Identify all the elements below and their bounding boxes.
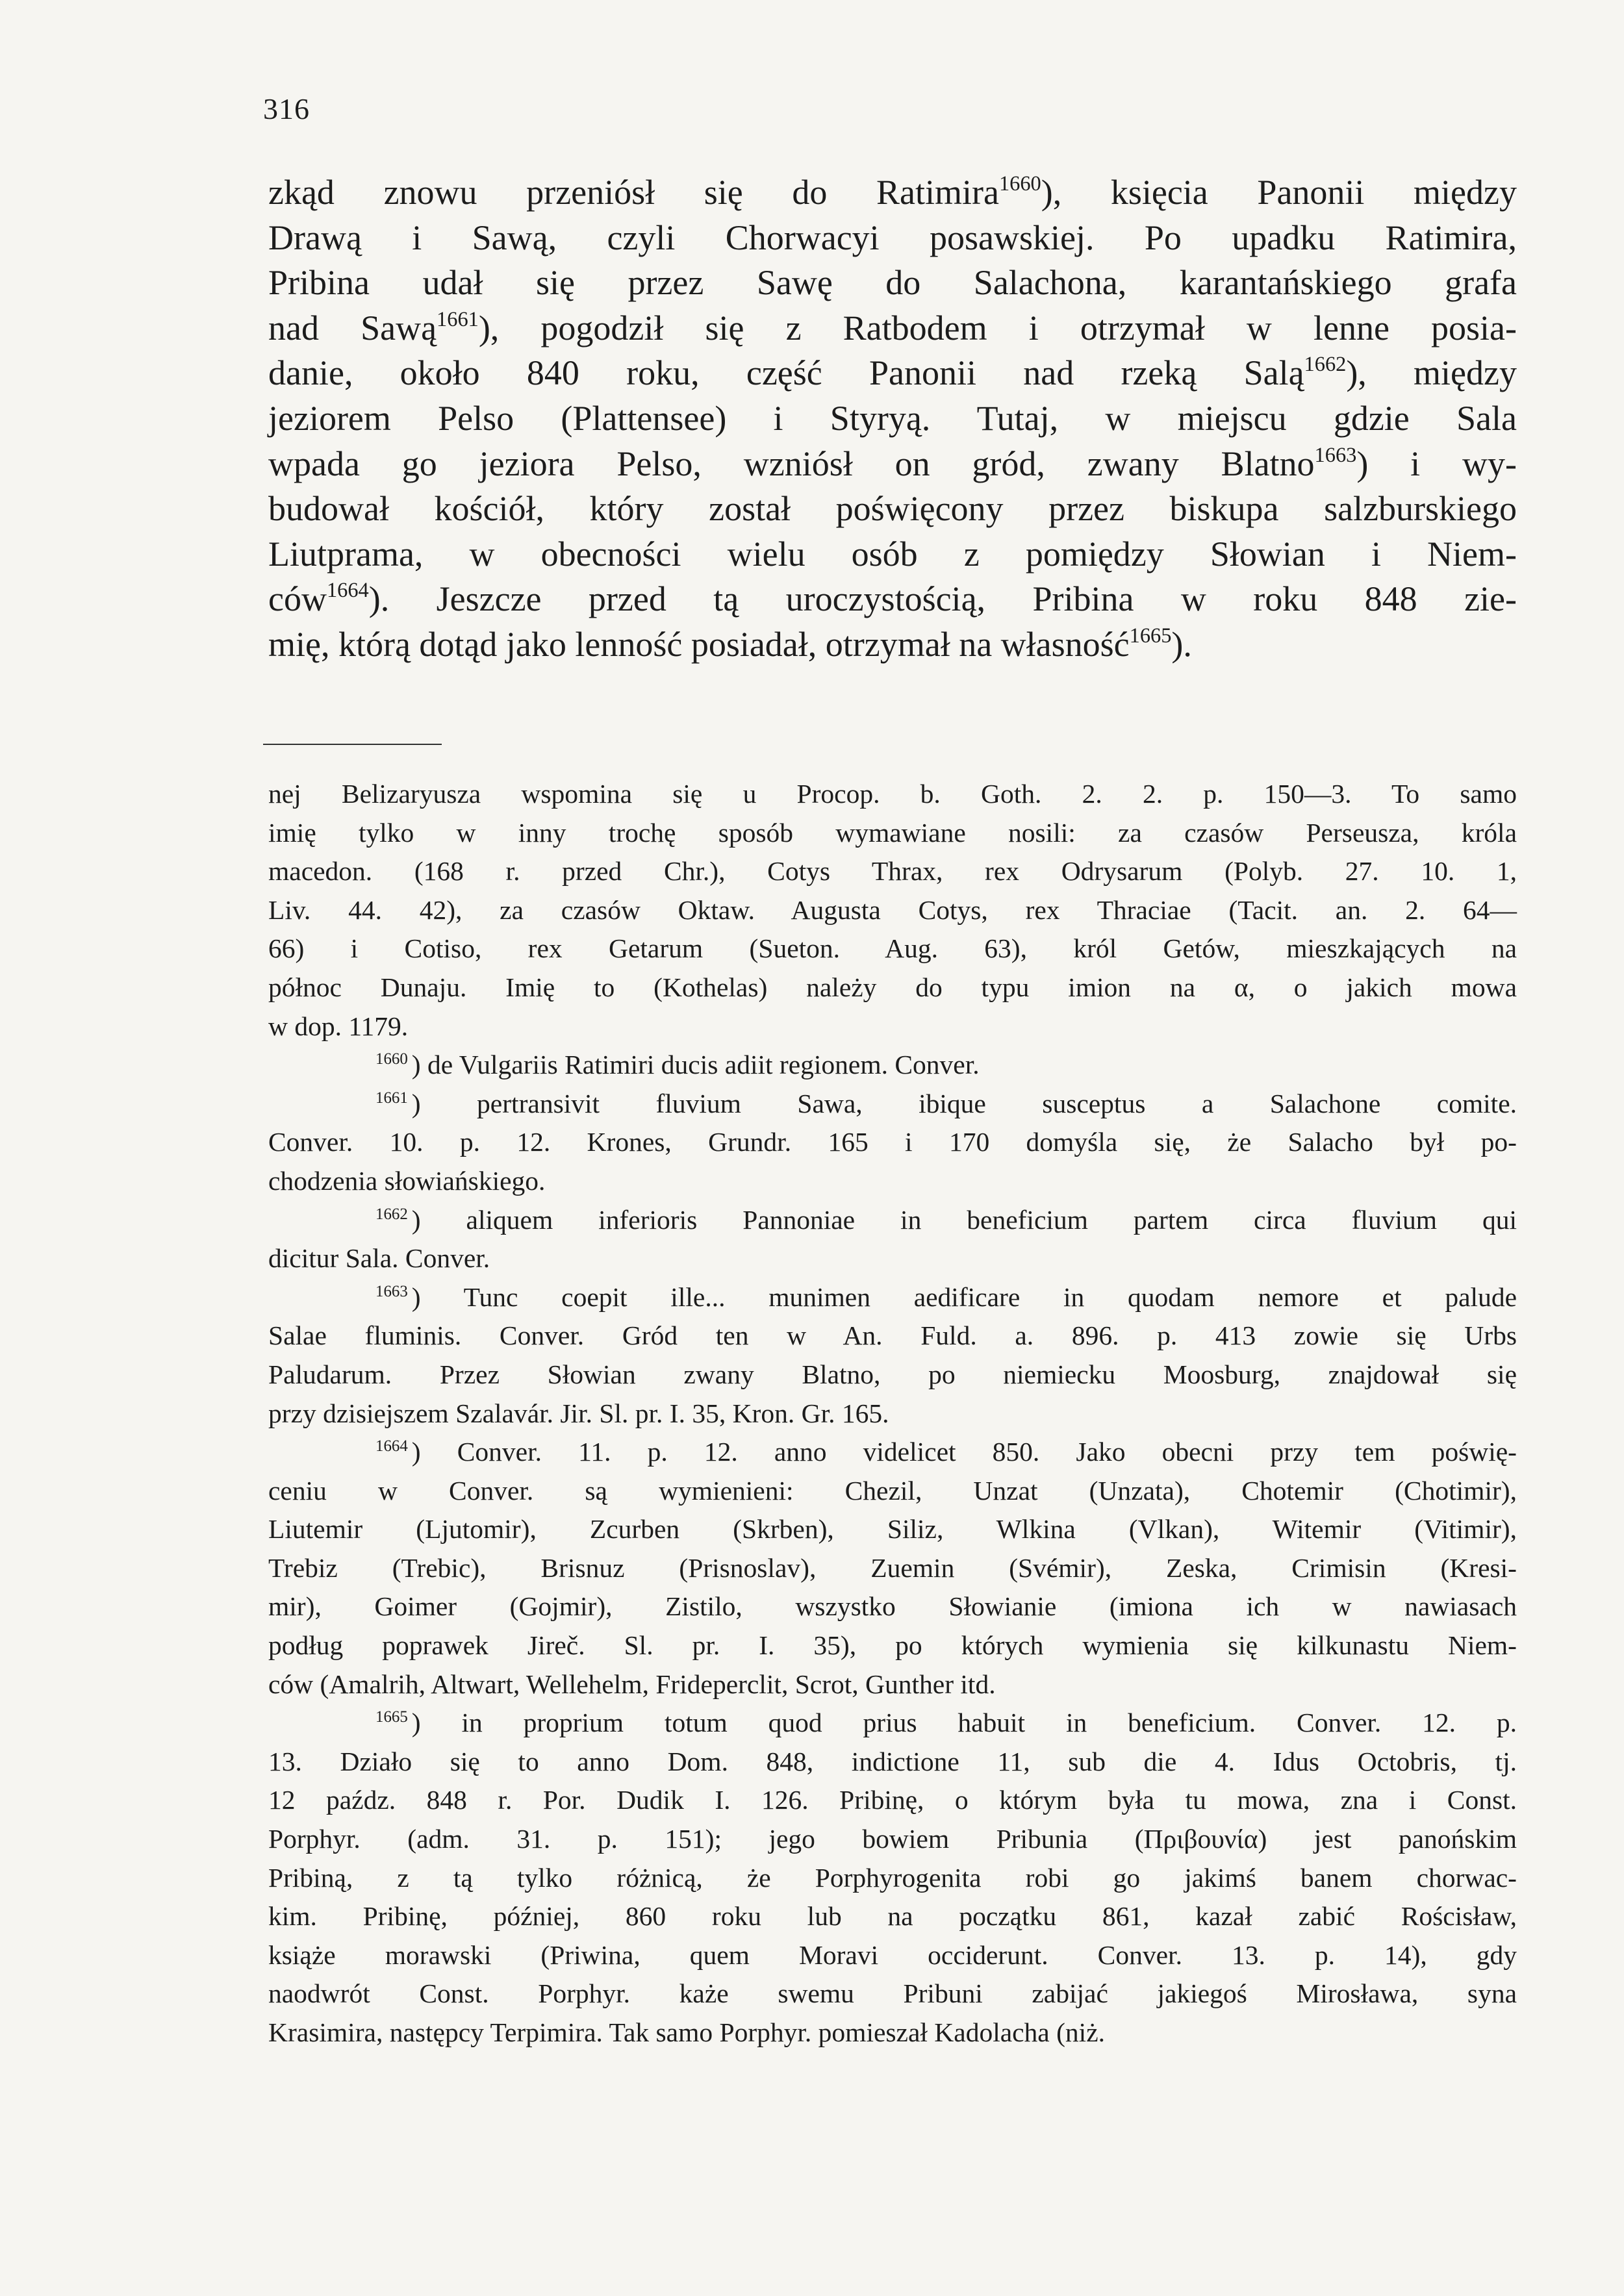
main-text-line [268,260,1517,306]
footnote [268,1704,1517,2052]
footnote-line [268,814,1517,853]
footnotes [268,775,1517,2052]
main-text-segment: Drawą i Sawą, czyli Chorwacyi posawskiej. Po upadku Ratimira, [268,218,1517,257]
footnote-line [268,1549,1517,1588]
footnote-line [268,852,1517,891]
footnote-text: 13. Działo się to anno Dom. 848, indictione 11, sub die 4. Idus Octobris, tj. [268,1746,1517,1776]
footnote-text: Pribiną, z tą tylko różnicą, że Porphyrogenita robi go jakimś banem chorwac- [268,1862,1517,1893]
main-text-line [268,351,1517,396]
footnote-number: 1664 [375,1437,408,1456]
main-text-segment: mię, którą dotąd jako lenność posiadał, otrzymał na własność [268,624,1130,664]
main-text-segment: zkąd znowu przeniósł się do Ratimira [268,173,999,212]
main-text-segment: Liutprama, w obecności wielu osób z pomiędzy Słowian i Niem- [268,534,1517,574]
main-text-line [268,216,1517,261]
main-text-segment: ), pogodził się z Ratbodem i otrzymał w lenne posia- [478,308,1517,347]
main-text-segment: ) i wy- [1356,444,1517,483]
main-text-segment: nad Sawą [268,308,437,347]
footnote-line [268,1859,1517,1898]
footnote-line [268,1317,1517,1356]
footnote-text: Liutemir (Ljutomir), Zcurben (Skrben), Siliz, Wlkina (Vlkan), Witemir (Vitimir), [268,1514,1517,1545]
footnote-text: podług poprawek Jireč. Sl. pr. I. 35), po których wymienia się kilkunastu Niem- [268,1630,1517,1661]
main-text [268,170,1517,668]
footnote-reference: 1660 [998,171,1041,196]
footnote-text: 12 paźdz. 848 r. Por. Dudik I. 126. Pribinę, o którym była tu mowa, zna i Const. [268,1785,1517,1815]
footnote-line [268,891,1517,930]
footnote-line [268,1626,1517,1665]
main-text-line [268,532,1517,577]
footnote [268,1046,1517,1085]
footnote-line [268,1974,1517,2013]
footnote-line [268,929,1517,968]
main-text-line [268,170,1517,216]
footnote-text: ców (Amalrih, Altwart, Wellehelm, Frideperclit, Scrot, Gunther itd. [268,1669,996,1699]
footnote-text: Liv. 44. 42), za czasów Oktaw. Augusta Cotys, rex Thraciae (Tacit. an. 2. 64— [268,894,1517,925]
footnote-number: 1662 [375,1205,408,1223]
footnote-text: Porphyr. (adm. 31. p. 151); jego bowiem Pribunia (Πριβουνία) jest panońskim [268,1824,1517,1854]
footnote-separator [263,744,442,745]
footnote-line [268,2013,1517,2052]
footnote-line [268,775,1517,814]
main-text-line [268,622,1517,668]
footnote-number: 1661 [375,1089,408,1107]
footnote-text: Krasimira, następcy Terpimira. Tak samo Porphyr. pomieszał Kadolacha (niż. [268,2017,1105,2047]
footnote-text: ) de Vulgariis Ratimiri ducis adiit regionem. Conver. [411,1050,980,1080]
footnote-line [268,1704,1517,1743]
main-text-segment: wpada go jeziora Pelso, wzniósł on gród, zwany Blatno [268,444,1315,483]
main-text-segment: budował kościół, który został poświęcony przez biskupa salzburskiego [268,489,1517,529]
footnote-line [268,1897,1517,1936]
footnote-text: w dop. 1179. [268,1011,409,1041]
footnote-line [268,1433,1517,1472]
main-text-segment: jeziorem Pelso (Plattensee) i Styryą. Tutaj, w miejscu gdzie Sala [268,398,1517,438]
main-text-segment: ). [1171,624,1192,664]
footnote-line [268,1820,1517,1859]
footnote-line [268,1665,1517,1704]
footnote-text: Paludarum. Przez Słowian zwany Blatno, po niemiecku Moosburg, znajdował się [268,1359,1517,1389]
footnote-text: 66) i Cotiso, rex Getarum (Sueton. Aug. 63), król Getów, mieszkających na [268,933,1517,964]
footnote-text: Conver. 10. p. 12. Krones, Grundr. 165 i 170 domyśla się, że Salacho był po- [268,1127,1517,1157]
main-text-segment: ). Jeszcze przed tą uroczystością, Pribina w roku 848 zie- [368,579,1517,619]
footnote-reference: 1662 [1304,353,1347,377]
footnote-text: ) Conver. 11. p. 12. anno videlicet 850. Jako obecni przy tem poświę- [411,1437,1517,1467]
main-text-segment: ), księcia Panonii między [1041,173,1517,212]
footnote-text: ) pertransivit fluvium Sawa, ibique susceptus a Salachone comite. [411,1088,1517,1118]
footnote-line [268,1046,1517,1085]
footnote-text: mir), Goimer (Gojmir), Zistilo, wszystko Słowianie (imiona ich w nawiasach [268,1591,1517,1622]
footnote-line [268,1201,1517,1240]
footnote-text: macedon. (168 r. przed Chr.), Cotys Thrax, rex Odrysarum (Polyb. 27. 10. 1, [268,856,1517,887]
main-text-segment: ców [268,579,327,619]
footnote-text: Trebiz (Trebic), Brisnuz (Prisnoslav), Zuemin (Svémir), Zeska, Crimisin (Kresi- [268,1552,1517,1583]
footnote-reference: 1664 [326,579,369,603]
main-text-segment: ), między [1346,353,1517,393]
footnote-text: ceniu w Conver. są wymienieni: Chezil, Unzat (Unzata), Chotemir (Chotimir), [268,1475,1517,1506]
footnote-line [268,1085,1517,1124]
footnote-text: nej Belizaryusza wspomina się u Procop. b. Goth. 2. 2. p. 150—3. To samo [268,779,1517,809]
footnote-line [268,1936,1517,1975]
footnote-text: przy dzisiejszem Szalavár. Jir. Sl. pr. I. 35, Kron. Gr. 165. [268,1398,889,1428]
footnote-text: dicitur Sala. Conver. [268,1243,490,1274]
main-text-line [268,306,1517,351]
main-text-line [268,396,1517,442]
footnote-text: Salae fluminis. Conver. Gród ten w An. Fuld. a. 896. p. 413 zowie się Urbs [268,1320,1517,1351]
main-text-line [268,442,1517,487]
footnote [268,775,1517,1046]
main-text-segment: Pribina udał się przez Sawę do Salachona, karantańskiego grafa [268,263,1517,303]
footnote [268,1433,1517,1704]
footnote-line [268,1394,1517,1433]
footnote [268,1278,1517,1433]
footnote-text: ) aliquem inferioris Pannoniae in beneficium partem circa fluvium qui [411,1204,1517,1235]
footnote-number: 1660 [375,1050,408,1068]
footnote-number: 1663 [375,1282,408,1300]
main-text-line [268,577,1517,622]
footnote-line [268,968,1517,1007]
footnote-line [268,1239,1517,1278]
footnote-line [268,1587,1517,1626]
footnote-line [268,1510,1517,1549]
footnote-line [268,1472,1517,1511]
footnote-text: ) Tunc coepit ille... munimen aedificare in quodam nemore et palude [411,1281,1517,1312]
footnote-reference: 1661 [437,307,479,331]
footnote-text: ) in proprium totum quod prius habuit in beneficium. Conver. 12. p. [411,1708,1517,1738]
footnote-line [268,1123,1517,1162]
footnote-text: kim. Pribinę, później, 860 roku lub na początku 861, kazał zabić Rościsław, [268,1901,1517,1932]
page-number: 316 [263,92,310,125]
footnote-line [268,1781,1517,1820]
footnote-line [268,1743,1517,1782]
footnote-line [268,1278,1517,1317]
footnote-text: chodzenia słowiańskiego. [268,1165,546,1196]
footnote-number: 1665 [375,1708,408,1726]
footnote [268,1085,1517,1201]
footnote-reference: 1665 [1129,624,1172,648]
footnote-text: książe morawski (Priwina, quem Moravi occiderunt. Conver. 13. p. 14), gdy [268,1939,1517,1970]
footnote-text: północ Dunaju. Imię to (Kothelas) należy do typu imion na α, o jakich mowa [268,972,1517,1002]
footnote-line [268,1007,1517,1046]
footnote-line [268,1162,1517,1201]
footnote-text: imię tylko w inny trochę sposób wymawiane nosili: za czasów Perseusza, króla [268,817,1517,848]
footnote [268,1201,1517,1278]
main-text-segment: danie, około 840 roku, część Panonii nad rzeką Salą [268,353,1304,393]
footnote-reference: 1663 [1314,443,1357,467]
footnote-text: naodwrót Const. Porphyr. każe swemu Pribuni zabijać jakiegoś Mirosława, syna [268,1978,1517,2009]
main-text-line [268,486,1517,532]
footnote-line [268,1356,1517,1394]
